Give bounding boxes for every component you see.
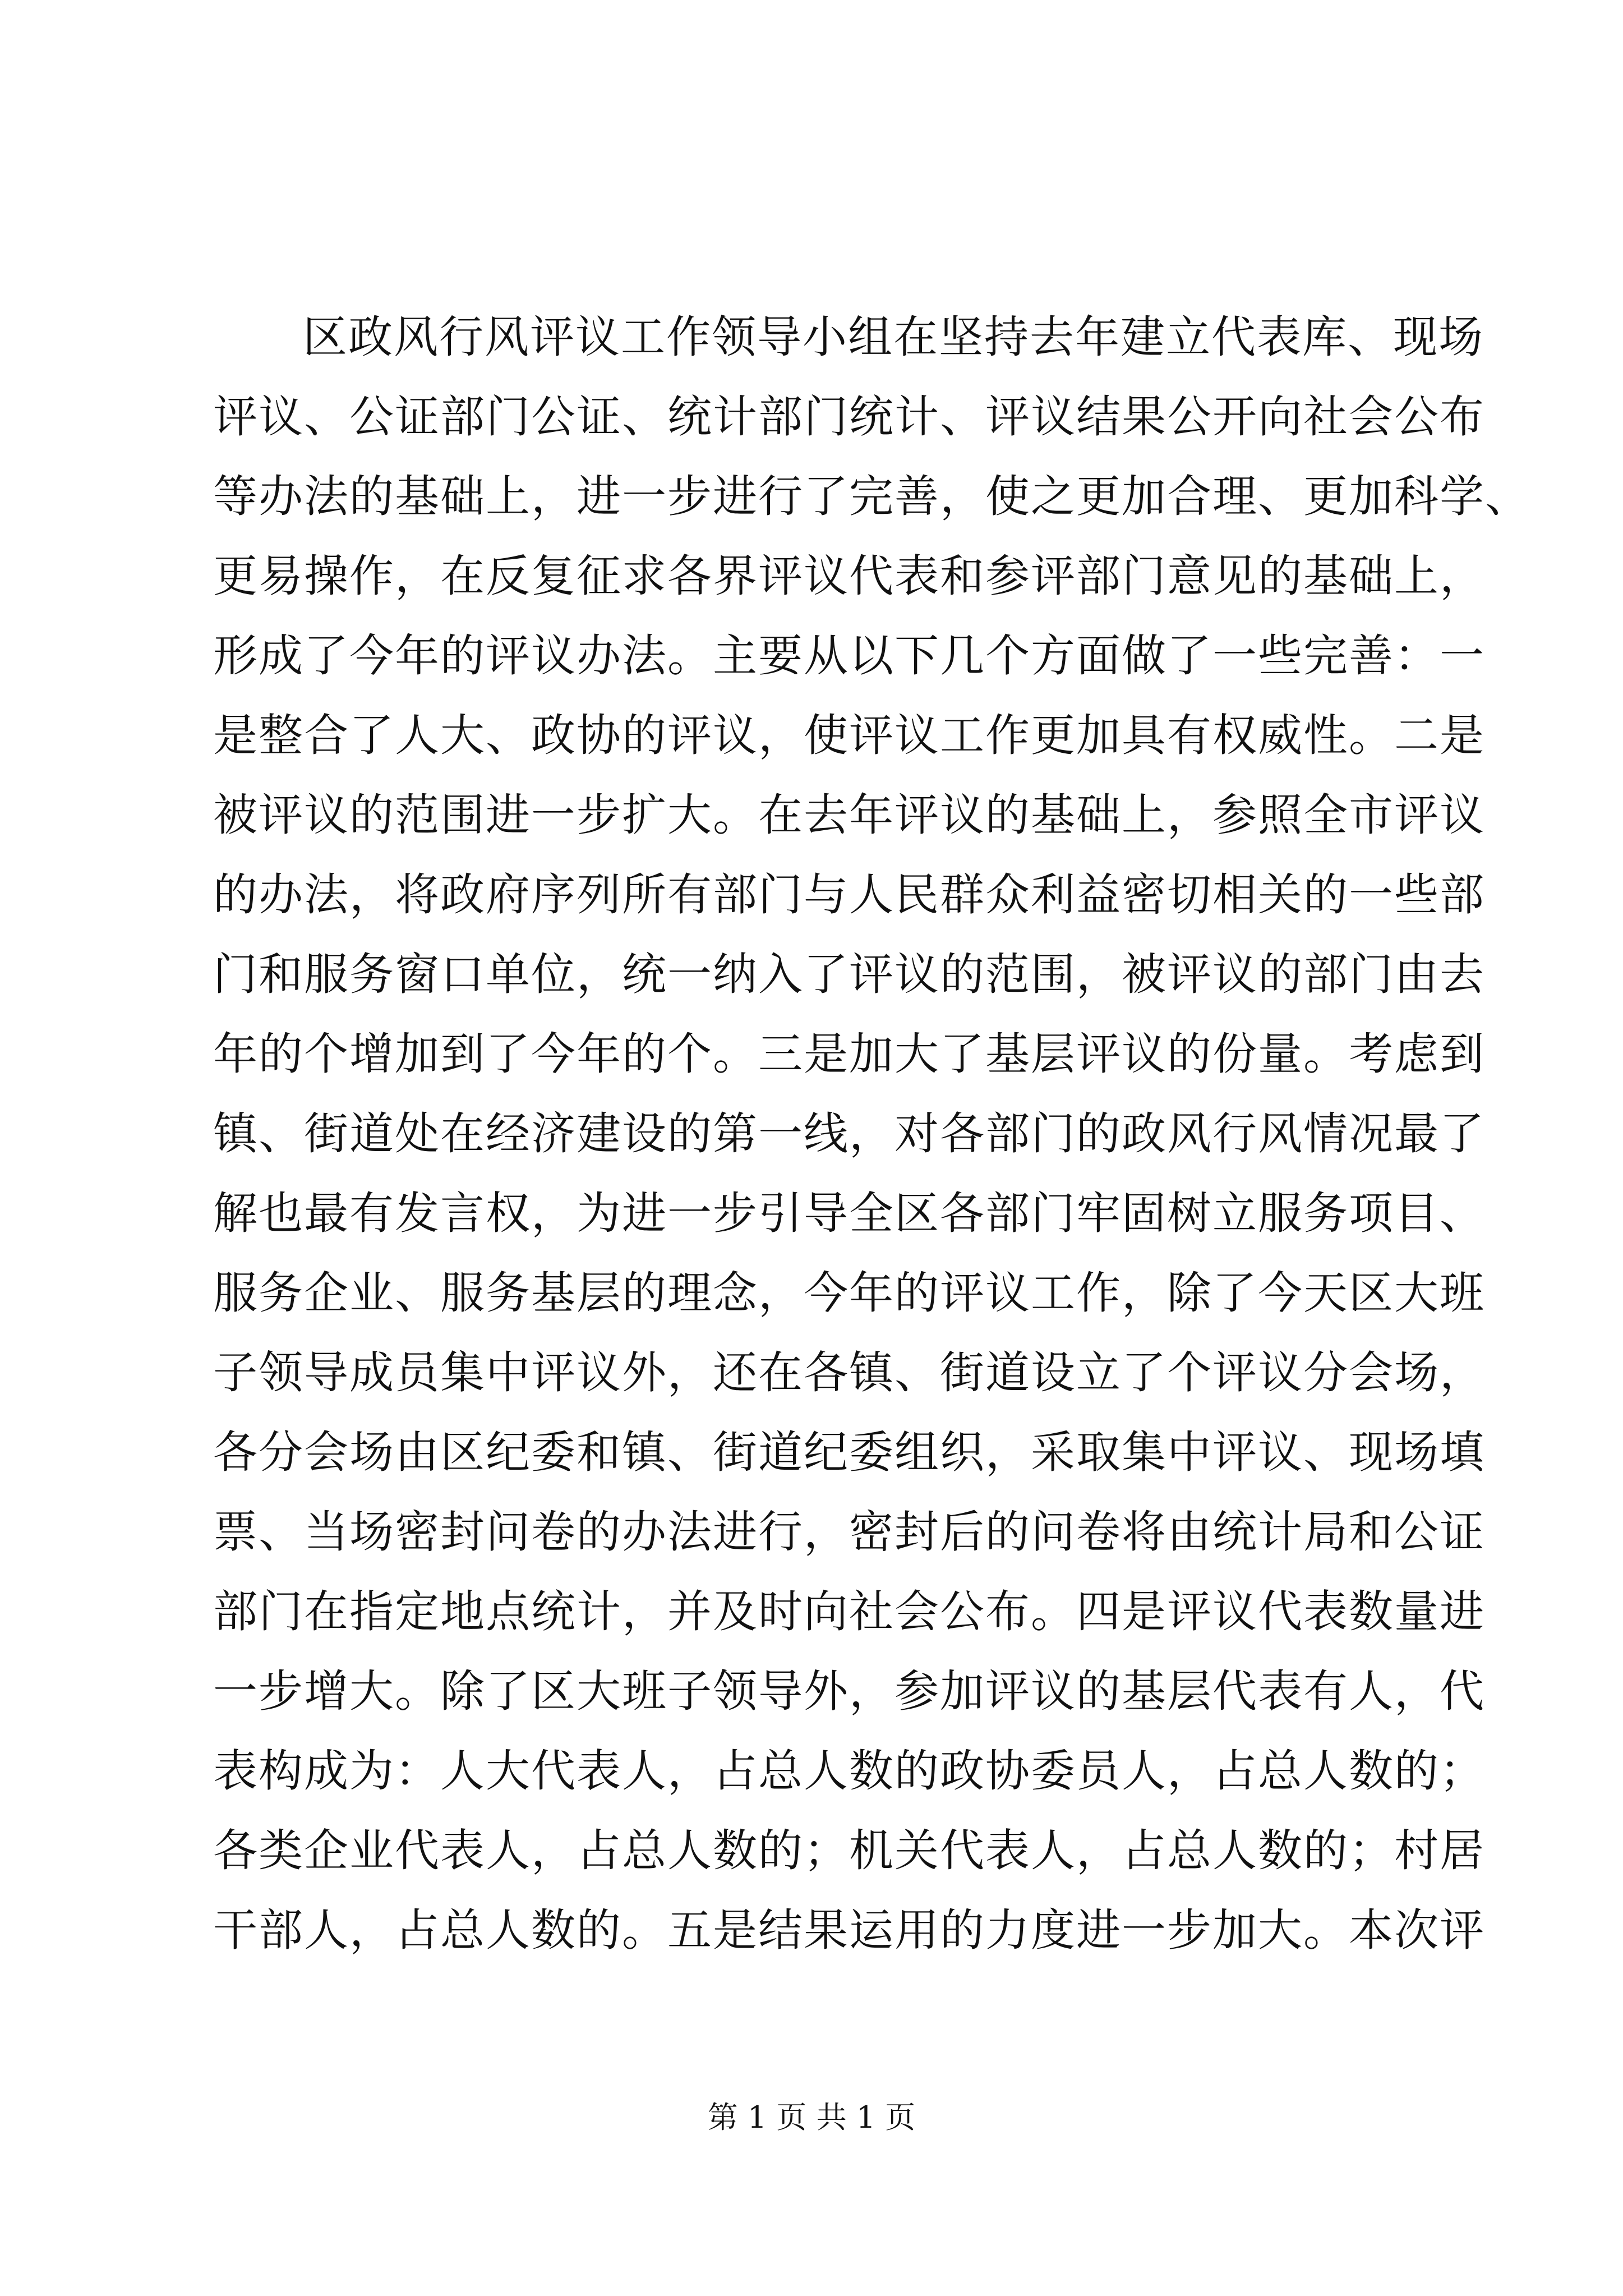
paragraph-line: 区政风行风评议工作领导小组在坚持去年建立代表库、现场 bbox=[303, 311, 1484, 363]
paragraph-line: 子领导成员集中评议外，还在各镇、街道设立了个评议分会场， bbox=[213, 1347, 1485, 1398]
paragraph-line: 干部人，占总人数的。五是结果运用的力度进一步加大。本次评 bbox=[213, 1904, 1485, 1956]
paragraph-line: 形成了今年的评议办法。主要从以下几个方面做了一些完善：一 bbox=[213, 630, 1485, 682]
paragraph-line: 更易操作，在反复征求各界评议代表和参评部门意见的基础上， bbox=[213, 550, 1485, 602]
paragraph-line: 评议、公证部门公证、统计部门统计、评议结果公开向社会公布 bbox=[213, 391, 1485, 443]
page-number-label: 第 1 页 共 1 页 bbox=[707, 2100, 916, 2135]
paragraph-line: 等办法的基础上，进一步进行了完善，使之更加合理、更加科学、 bbox=[213, 471, 1530, 522]
paragraph-line: 一步增大。除了区大班子领导外，参加评议的基层代表有人，代 bbox=[213, 1665, 1485, 1717]
paragraph-line: 票、当场密封问卷的办法进行，密封后的问卷将由统计局和公证 bbox=[213, 1506, 1485, 1558]
paragraph-line: 年的个增加到了今年的个。三是加大了基层评议的份量。考虑到 bbox=[213, 1028, 1485, 1080]
paragraph-line: 解也最有发言权，为进一步引导全区各部门牢固树立服务项目、 bbox=[213, 1188, 1485, 1239]
paragraph-line: 各类企业代表人，占总人数的；机关代表人，占总人数的；村居 bbox=[213, 1825, 1485, 1876]
paragraph-line: 各分会场由区纪委和镇、街道纪委组织，采取集中评议、现场填 bbox=[213, 1427, 1485, 1478]
paragraph-line: 镇、街道处在经济建设的第一线，对各部门的政风行风情况最了 bbox=[213, 1108, 1485, 1159]
paragraph-line: 服务企业、服务基层的理念，今年的评议工作，除了今天区大班 bbox=[213, 1267, 1485, 1319]
paragraph-line: 门和服务窗口单位，统一纳入了评议的范围，被评议的部门由去 bbox=[213, 949, 1485, 1000]
paragraph-line: 被评议的范围进一步扩大。在去年评议的基础上，参照全市评议 bbox=[213, 789, 1485, 841]
paragraph-line: 部门在指定地点统计，并及时向社会公布。四是评议代表数量进 bbox=[213, 1586, 1485, 1637]
body-paragraph bbox=[213, 297, 1530, 1970]
page-footer bbox=[0, 2098, 1623, 2137]
paragraph-line: 是整合了人大、政协的评议，使评议工作更加具有权威性。二是 bbox=[213, 710, 1485, 761]
paragraph-line: 的办法，将政府序列所有部门与人民群众利益密切相关的一些部 bbox=[213, 869, 1485, 921]
paragraph-line: 表构成为：人大代表人，占总人数的政协委员人，占总人数的； bbox=[213, 1745, 1485, 1797]
